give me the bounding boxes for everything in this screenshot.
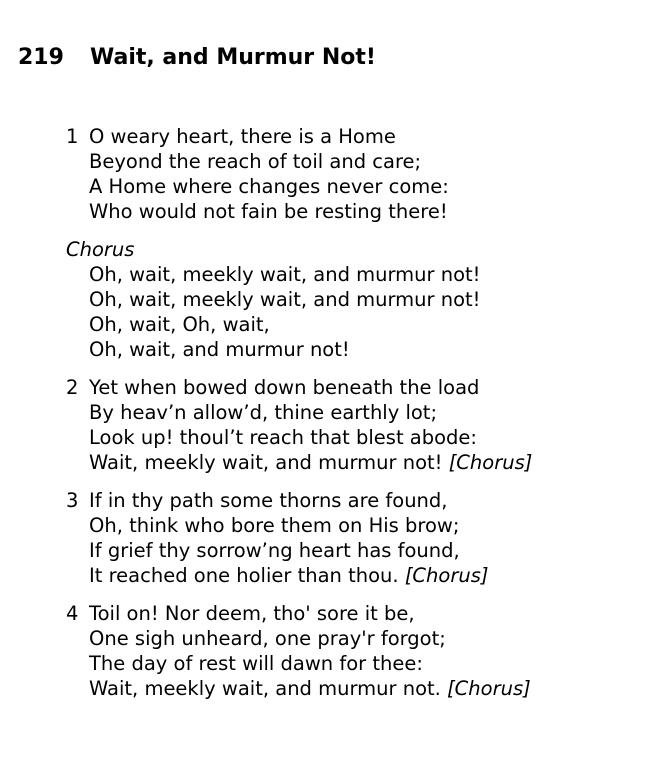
verse-text: O weary heart, there is a Home — [89, 125, 396, 148]
chorus-reference: [Chorus] — [404, 564, 489, 587]
verse-line — [66, 400, 532, 425]
chorus-text: Oh, wait, Oh, wait, — [89, 313, 270, 336]
verse-number: 3 — [66, 489, 79, 512]
verse-line — [66, 601, 531, 626]
verse-line — [66, 149, 449, 174]
verse-text: The day of rest will dawn for thee: — [89, 652, 423, 675]
verse-3 — [66, 488, 488, 588]
verse-text: A Home where changes never come: — [89, 175, 449, 198]
verse-text: By heav’n allow’d, thine earthly lot; — [89, 401, 438, 424]
verse-text: Wait, meekly wait, and murmur not. — [89, 677, 441, 700]
verse-2 — [66, 375, 532, 475]
verse-number: 1 — [66, 125, 79, 148]
verse-text: Who would not fain be resting there! — [89, 200, 448, 223]
verse-line — [66, 513, 488, 538]
verse-text: Oh, think who bore them on His brow; — [89, 514, 460, 537]
verse-line — [66, 199, 449, 224]
verse-line — [66, 124, 449, 149]
verse-text: Toil on! Nor deem, tho' sore it be, — [89, 602, 415, 625]
verse-text: One sigh unheard, one pray'r forgot; — [89, 627, 446, 650]
verse-line — [66, 563, 488, 588]
verse-text: Wait, meekly wait, and murmur not! — [89, 451, 443, 474]
verse-text: If grief thy sorrow’ng heart has found, — [89, 539, 460, 562]
verse-line — [66, 538, 488, 563]
verse-line — [66, 174, 449, 199]
chorus-reference: [Chorus] — [447, 677, 531, 700]
chorus-line — [66, 287, 481, 312]
hymn-title: Wait, and Murmur Not! — [90, 45, 376, 70]
verse-1 — [66, 124, 449, 224]
verse-line — [66, 676, 531, 701]
verse-line — [66, 626, 531, 651]
verse-text: Look up! thoul’t reach that blest abode: — [89, 426, 477, 449]
verse-line — [66, 425, 532, 450]
chorus — [66, 237, 481, 362]
verse-line — [66, 651, 531, 676]
chorus-line — [66, 337, 481, 362]
verse-text: If in thy path some thorns are found, — [89, 489, 448, 512]
verse-line — [66, 450, 532, 475]
verse-4 — [66, 601, 531, 701]
chorus-text: Oh, wait, meekly wait, and murmur not! — [89, 263, 481, 286]
verse-line — [66, 488, 488, 513]
chorus-reference: [Chorus] — [448, 451, 533, 474]
chorus-text: Oh, wait, and murmur not! — [89, 338, 350, 361]
verse-text: It reached one holier than thou. — [89, 564, 399, 587]
chorus-text: Oh, wait, meekly wait, and murmur not! — [89, 288, 481, 311]
verse-text: Beyond the reach of toil and care; — [89, 150, 422, 173]
chorus-line — [66, 312, 481, 337]
verse-text: Yet when bowed down beneath the load — [89, 376, 480, 399]
verse-number: 2 — [66, 376, 79, 399]
chorus-label: Chorus — [66, 238, 135, 261]
verse-number: 4 — [66, 602, 79, 625]
hymn-header — [18, 44, 376, 72]
hymn-number: 219 — [18, 45, 64, 70]
chorus-line — [66, 262, 481, 287]
verse-line — [66, 375, 532, 400]
